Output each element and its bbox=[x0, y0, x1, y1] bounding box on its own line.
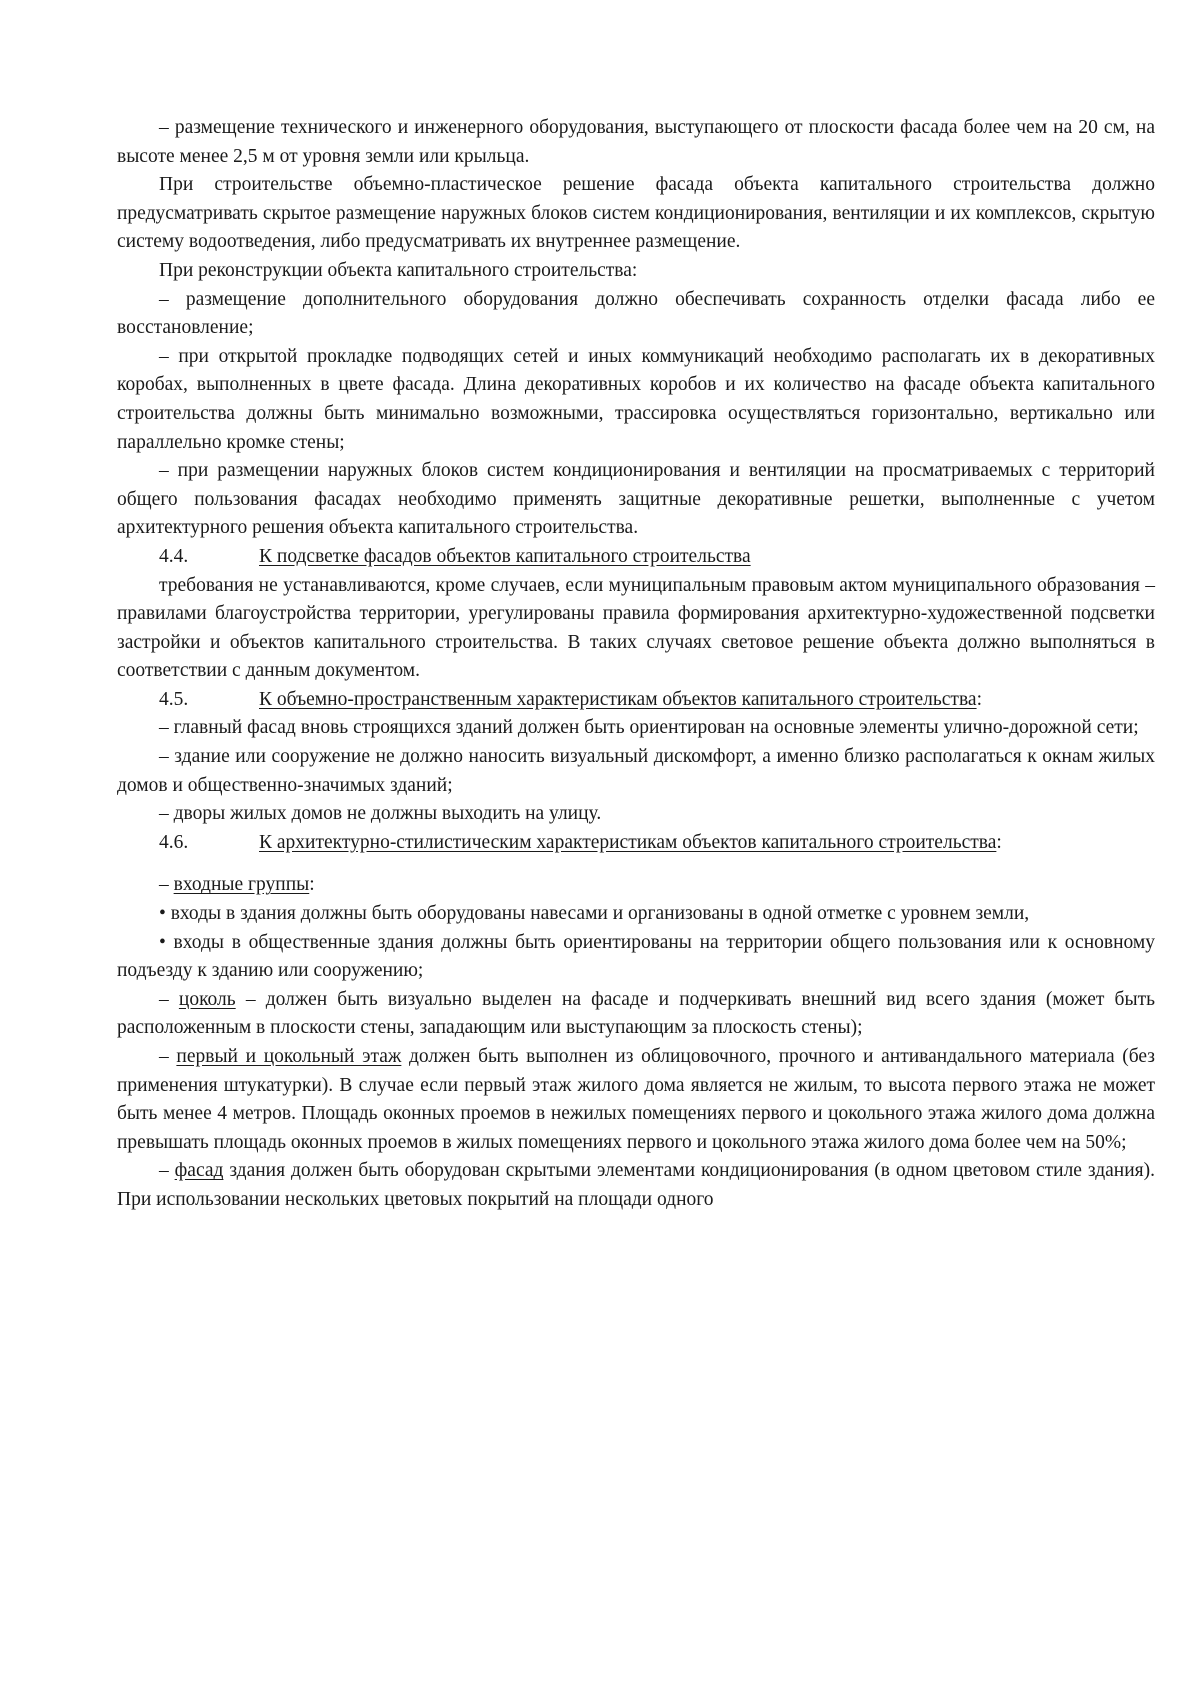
paragraph: требования не устанавливаются, кроме случаев, если муниципальным правовым актом муниципального образования – правилами благоустройства территории, урегулированы правила формирования архитектурно-художественной подсветки застройки и объектов капитального строительства. В таких случаях световое решение объекта должно выполняться в соответствии с данным документом. bbox=[117, 574, 1155, 682]
section-title: К объемно-пространственным характеристикам объектов капитального строительства bbox=[259, 688, 977, 710]
dash: – bbox=[159, 1046, 177, 1067]
bullet-icon: • bbox=[159, 903, 166, 925]
bullet-item bbox=[117, 929, 1155, 986]
section-number: 4.6. bbox=[159, 831, 189, 853]
paragraph bbox=[117, 871, 1155, 900]
bullet-item bbox=[117, 900, 1155, 929]
paragraph: – здание или сооружение не должно наносить визуальный дискомфорт, а именно близко располагаться к окнам жилых домов и общественно-значимых зданий; bbox=[117, 746, 1155, 796]
bullet-icon: • bbox=[159, 931, 166, 953]
paragraph: – дворы жилых домов не должны выходить на улицу. bbox=[159, 803, 602, 825]
paragraph: При строительстве объемно-пластическое решение фасада объекта капитального строительства должно предусматривать скрытое размещение наружных блоков систем кондиционирования, вентиляции и их комплексов, скрытую систему водоотведения, либо предусматривать их внутреннее размещение. bbox=[117, 174, 1155, 253]
paragraph bbox=[117, 1157, 1155, 1214]
term: входные группы bbox=[173, 874, 310, 896]
paragraph: – размещение дополнительного оборудования должно обеспечивать сохранность отделки фасада либо ее восстановление; bbox=[117, 288, 1155, 339]
term-rest: здания должен быть оборудован скрытыми элементами кондиционирования (в одном цветовом стиле здания). При использовании нескольких цветовых покрытий на площади одного bbox=[117, 1160, 1156, 1210]
dash: – bbox=[159, 1160, 175, 1182]
dash: – bbox=[159, 874, 174, 896]
paragraph: – размещение технического и инженерного оборудования, выступающего от плоскости фасада более чем на 20 см, на высоте менее 2,5 м от уровня земли или крыльца. bbox=[117, 117, 1155, 167]
paragraph: При реконструкции объекта капитального строительства: bbox=[159, 259, 638, 281]
paragraph bbox=[117, 986, 1155, 1043]
bullet-text: входы в здания должны быть оборудованы навесами и организованы в одной отметке с уровнем земли, bbox=[165, 903, 1030, 925]
term: цоколь bbox=[178, 988, 236, 1010]
term: фасад bbox=[174, 1160, 224, 1182]
term-rest: – должен быть визуально выделен на фасаде и подчеркивать внешний вид всего здания (может быть расположенным в плоскости стены, западающим или выступающим за плоскость стены); bbox=[117, 988, 1155, 1039]
section-heading-4-5 bbox=[117, 686, 1155, 715]
paragraph bbox=[117, 1043, 1155, 1157]
section-number: 4.5. bbox=[159, 688, 189, 710]
dash: – bbox=[159, 988, 179, 1010]
paragraph: – при размещении наружных блоков систем кондиционирования и вентиляции на просматриваемых с территорий общего пользования фасадах необходимо применять защитные декоративные решетки, выполненные с учетом архитектурного решения объекта капитального строительства. bbox=[117, 460, 1155, 539]
term-rest: должен быть выполнен из облицовочного, прочного и антивандального материала (без применения штукатурки). В случае если первый этаж жилого дома является не жилым, то высота первого этажа не может быть менее 4 метров. Площадь оконных проемов в нежилых помещениях первого и цокольного этажа жилого дома должна превышать площадь оконных проемов в жилых помещениях первого и цокольного этажа жилого дома более чем на 50%; bbox=[117, 1046, 1155, 1153]
term-tail: : bbox=[309, 874, 315, 896]
section-number: 4.4. bbox=[159, 545, 189, 567]
section-title: К подсветке фасадов объектов капитального строительства bbox=[259, 545, 751, 567]
paragraph: – при открытой прокладке подводящих сетей и иных коммуникаций необходимо располагать их в декоративных коробах, выполненных в цвете фасада. Длина декоративных коробов и их количество на фасаде объекта капитального строительства должны быть минимально возможными, трассировка осуществляться горизонтально, вертикально или параллельно кромке стены; bbox=[117, 345, 1155, 453]
section-title: К архитектурно-стилистическим характеристикам объектов капитального строительства bbox=[259, 831, 997, 853]
bullet-text: входы в общественные здания должны быть ориентированы на территории общего пользования или к основному подъезду к зданию или сооружению; bbox=[117, 931, 1155, 982]
section-heading-4-6 bbox=[117, 829, 1155, 858]
section-title-tail: : bbox=[976, 688, 982, 710]
document-page bbox=[117, 114, 1155, 1215]
section-heading-4-4 bbox=[117, 543, 1155, 572]
section-title-tail: : bbox=[996, 831, 1002, 853]
term: первый и цокольный этаж bbox=[176, 1046, 402, 1067]
paragraph: – главный фасад вновь строящихся зданий должен быть ориентирован на основные элементы улично-дорожной сети; bbox=[159, 717, 1139, 739]
